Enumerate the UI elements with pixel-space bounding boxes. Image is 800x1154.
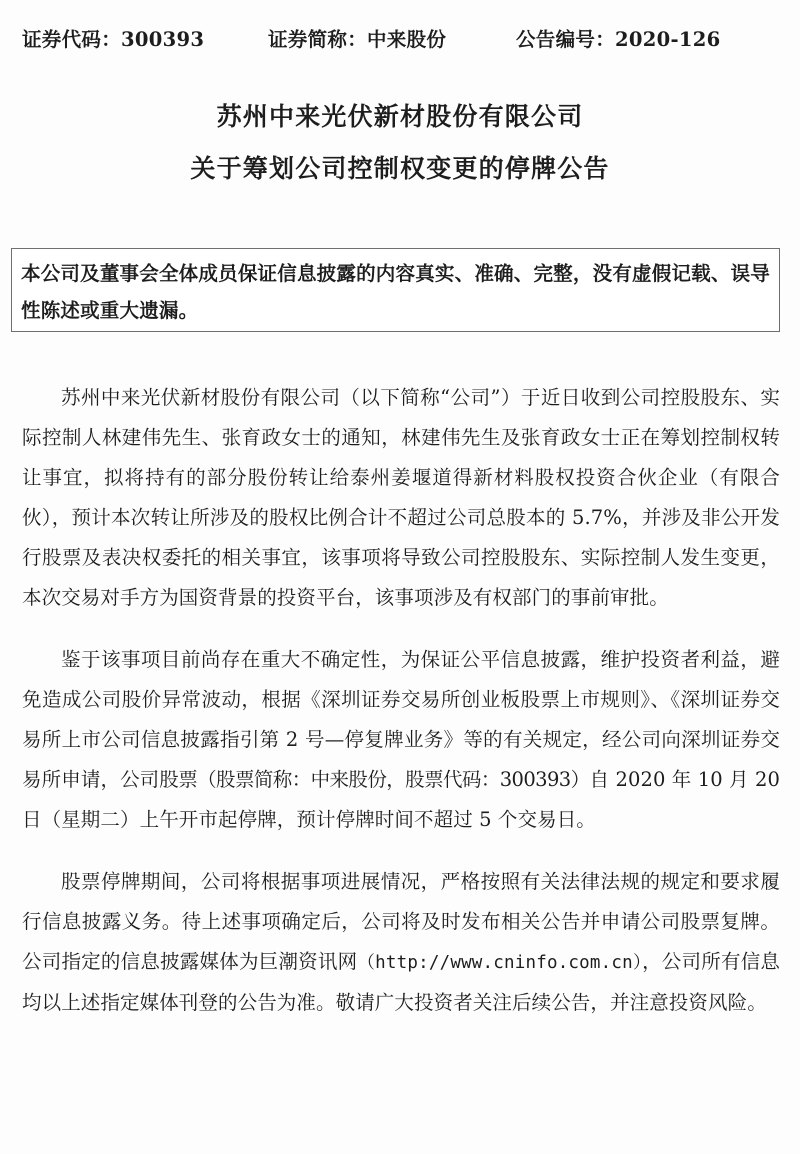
paragraph-suspension-basis-lead: 鉴于该事项目前尚存在重大不确定性，为保证公平信息披露，维护投资者利益，避免造成公司股价异常波动，根据《深圳证券交易所创业板股票上市规则》、《深圳证券交易所上市公司信息披露指引第 2 号—停复牌业务》等的有关规定，经公司向深圳证券交易所申请，公司 [22, 648, 780, 791]
title-block [0, 104, 800, 181]
security-name-label: 证券简称：中来股份 [268, 28, 447, 51]
disclaimer-box [11, 248, 780, 332]
paragraph-suspension-basis-tail: 自 2020 年 10 月 20 日（星期二）上午开市起停牌，预计停牌时间不超过 5 个交易日。 [22, 768, 780, 831]
disclaimer-text: 本公司及董事会全体成员保证信息披露的内容真实、准确、完整，没有虚假记载、误导性陈述或重大遗漏。 [21, 262, 770, 322]
company-name-title: 苏州中来光伏新材股份有限公司 [216, 102, 584, 131]
paragraph-suspension-basis [22, 640, 780, 840]
stock-identity-inline: 股票（股票简称：中来股份，股票代码：300393） [159, 768, 590, 791]
announcement-number-label: 公告编号：2020-126 [516, 28, 721, 51]
announcement-subject-title: 关于筹划公司控制权变更的停牌公告 [190, 154, 610, 183]
document-header [22, 24, 778, 52]
paragraph-disclosure-lead: 股票停牌期间，公司将根据事项进展情况，严格按照有关法律法规的规定和要求履行信息披露义务。待上述事项确定后，公司将及时发布相关公告并申请公司股票复牌。公司指定的信息披露媒体为巨潮资讯网 [22, 870, 780, 973]
document-body [22, 378, 780, 1023]
disclosure-website-url: （http://www.cninfo.com.cn） [357, 953, 643, 973]
paragraph-disclosure-tail: ，公司所有信息均以上述指定媒体刊登的公告为准。敬请广大投资者关注后续公告，并注意投资风险。 [22, 950, 781, 1014]
paragraph-disclosure-commitment [22, 862, 780, 1023]
security-code-label: 证券代码：300393 [22, 28, 205, 51]
paragraph-transaction-overview: 苏州中来光伏新材股份有限公司（以下简称“公司”）于近日收到公司控股股东、实际控制人林建伟先生、张育政女士的通知，林建伟先生及张育政女士正在筹划控制权转让事宜，拟将持有的部分股份转让给泰州姜堰道得新材料股权投资合伙企业（有限合伙），预计本次转让所涉及的股权比例合计不超过公司总股本的 5.7%，并涉及非公开发行股票及表决权委托的相关事宜，该事项将导致公司控股股东、实际控制人发生变更，本次交易对手方为国资背景的投资平台，该事项涉及有权部门的事前审批。 [22, 386, 780, 609]
